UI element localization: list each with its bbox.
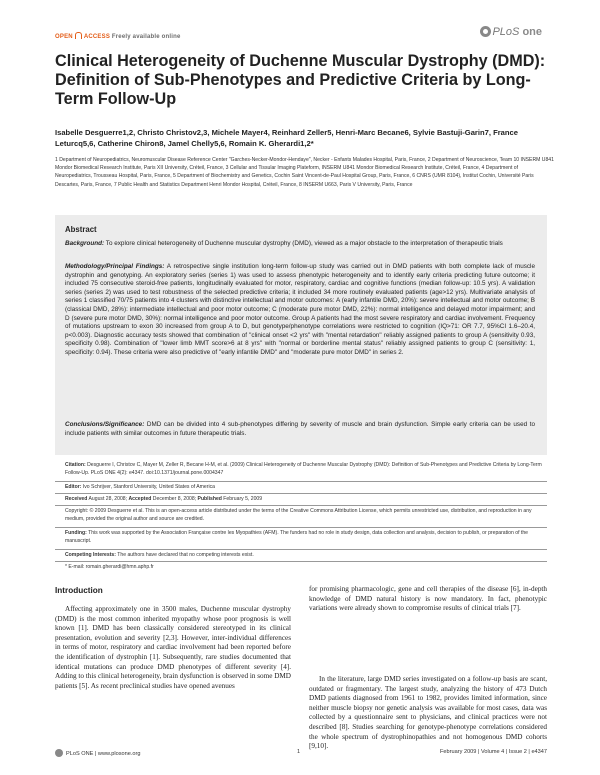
abstract-methods <box>65 263 535 358</box>
intro-right-paragraph-2: In the literature, large DMD series investigated on a follow-up basis are scant, outdated or fragmentary. The largest study, analyzing the history of 473 Dutch DMD patients diagnosed from 1961 to 1982, provides limited information, since neither muscle biopsy nor genetic analysis was available for most cases, data was collected by a questionnaire sent to physicians, and clinical practices were not described [8]. Studies searching for genotype-phenotype correlations considered the whole spectrum of dystrophinopathies and not homogenous DMD cohorts [9,10]. <box>309 675 547 751</box>
editor <box>65 484 545 492</box>
editor-text: Ivo Schrijver, Stanford University, United States of America <box>81 484 215 490</box>
background-text: To explore clinical heterogeneity of Duchenne muscular dystrophy (DMD), viewed as a major obstacle to the interpretation of therapeutic trials <box>104 240 503 247</box>
journal-logo <box>480 26 542 38</box>
competing-label: Competing Interests: <box>65 552 116 558</box>
logo-plos-text: PLoS <box>492 26 520 38</box>
accepted-label: Accepted <box>128 496 152 502</box>
abstract-conclusions <box>65 421 535 438</box>
article-title: Clinical Heterogeneity of Duchenne Muscular Dystrophy (DMD): Definition of Sub-Phenotypes and Predictive Criteria by Long-Term Follow-Up <box>55 52 546 108</box>
access-label: ACCESS <box>83 34 111 40</box>
competing-text: The authors have declared that no competing interests exist. <box>115 552 254 558</box>
freely-available-label: Freely available online <box>111 34 181 40</box>
divider <box>55 527 547 528</box>
divider <box>55 549 547 550</box>
footer-journal-text[interactable]: PLoS ONE | www.plosone.org <box>66 751 141 757</box>
editor-label: Editor: <box>65 484 82 490</box>
issue-info: February 2009 | Volume 4 | Issue 2 | e4347 <box>440 749 547 755</box>
dates <box>65 496 545 504</box>
plos-logo-icon <box>480 26 491 37</box>
plos-mini-icon <box>55 749 63 757</box>
introduction-heading: Introduction <box>55 586 103 595</box>
funding-text: This work was supported by the Association Française contre les Myopathies (AFM). The funders had no role in study design, data collection and analysis, decision to publish, or preparation of the manuscript. <box>65 530 529 544</box>
citation-text[interactable]: Desguerre I, Christov C, Mayer M, Zeller R, Becane H-M, et al. (2009) Clinical Heterogeneity of Duchenne Muscular Dystrophy (DMD): Definition of Sub-Phenotypes and Predictive Criteria by Long-Term Follow-Up. PLoS ONE 4(2): e4347. doi:10.1371/journal.pone.0004347 <box>65 462 542 476</box>
published-label: Published <box>197 496 222 502</box>
divider <box>55 481 547 482</box>
methods-label: Methodology/Principal Findings: <box>65 263 165 270</box>
accepted-date: December 8, 2008; <box>151 496 198 502</box>
footer-journal <box>55 749 141 757</box>
page-number: 1 <box>297 749 301 755</box>
open-label: OPEN <box>55 34 73 40</box>
citation <box>65 462 545 477</box>
corresponding-email[interactable]: * E-mail: romain.gherardi@hmn.aphp.fr <box>65 564 154 570</box>
abstract-background <box>65 240 535 249</box>
received-date: August 28, 2008; <box>87 496 129 502</box>
divider <box>55 561 547 562</box>
conclusions-label: Conclusions/Significance: <box>65 421 145 428</box>
divider <box>55 505 547 506</box>
author-list: Isabelle Desguerre1,2, Christo Christov2,3, Michele Mayer4, Reinhard Zeller5, Henri-Marc Becane6, Sylvie Bastuji-Garin7, France Leturcq5,6, Catherine Chiron8, Jamel Chelly5,6, Romain K. Gherardi1,2* <box>55 128 518 148</box>
page-footer <box>55 749 547 761</box>
affiliations: 1 Department of Neuropediatrics, Neuromuscular Disease Reference Center "Garches-Necker-Mondor-Hendaye", Necker - Enfants Malades Hospital, Paris, France, 2 Department of Neuroscience, Team 10 INSERM U841 Mondor Biomedical Research Institute, Paris XII University, Créteil, France, 3 Cellular and Tissular Imaging Plateform, INSERM U841 Mondor Biomedical Research Institute, Créteil, France, 4 Department of Neuropediatrics, Trousseau Hospital, Paris, France, 5 Department of Biochemistry and Genetics, Cochin Saint Vincent-de-Paul Hospital Group, Paris, France, 6 CNRS (UMR 8104), Institut Cochin, Université Paris Descartes, Paris, France, 7 Public Health and Statistics Department Henri Mondor Hospital, Créteil, France, 8 INSERM U663, Paris V University, Paris, France <box>55 157 554 188</box>
copyright: Copyright: © 2009 Desguerre et al. This is an open-access article distributed under the terms of the Creative Commons Attribution License, which permits unrestricted use, distribution, and reproduction in any medium, provided the original author and source are credited. <box>65 508 532 522</box>
published-date: February 5, 2009 <box>221 496 263 502</box>
background-label: Background: <box>65 240 105 247</box>
intro-right-paragraph-1: for promising pharmacologic, gene and cell therapies of the disease [6], in-depth knowledge of DMD natural history is now mandatory. In fact, phenotypic variations were already shown to compromise results of clinical trials [7]. <box>309 585 547 613</box>
intro-left-column: Affecting approximately one in 3500 males, Duchenne muscular dystrophy (DMD) is the most common inherited myopathy whose poor prognosis is well known [1]. DMD has been classically considered stereotyped in its clinical presentation, evolution and severity [2,3]. However, inter-individual differences in terms of motor, respiratory and cardiac involvement had been reported before the identification of dystrophin [1]. Subsequently, rare studies documented that identical mutations can produce DMD phenotypes of different severity [4]. Adding to this clinical heterogeneity, brain dysfunction is observed in some DMD patients [5]. As recent preclinical studies have opened avenues <box>55 605 291 690</box>
conclusions-text: DMD can be divided into 4 sub-phenotypes differing by severity of muscle and brain dysfunction. Simple early criteria can be used to include patients with similar outcomes in future therapeutic trials. <box>65 421 535 437</box>
abstract-heading: Abstract <box>65 225 97 234</box>
abstract-box <box>55 215 547 455</box>
methods-text: A retrospective single institution long-term follow-up study was carried out in DMD patients with both complete lack of muscle dystrophin and genotyping. An exploratory series (series 1) was used to assess phenotypic heterogeneity and to identify early criteria predicting future outcome; it included 75 consecutive steroid-free patients, longitudinally evaluated for motor, respiratory, cardiac and cognitive functions (median follow-up: 10.5 yrs). A validation series (series 2) was used to test robustness of the selected predictive criteria; it included 34 more routinely evaluated patients (age>12 yrs). Multivariate analysis of series 1 classified 70/75 patients into 4 clusters with distinctive intellectual and motor outcomes: A (early infantile DMD, 20%): severe intellectual and motor outcome; B (classical DMD, 28%): intermediate intellectual and poor motor outcome; C (moderate pure motor DMD, 22%): normal intelligence and delayed motor impairment; and D (severe pure motor DMD, 30%): normal intelligence and poor motor outcome. Group A patients had the most severe respiratory and cardiac involvement. Frequency of mutations upstream to exon 30 increased from group A to D, but genotype/phenotype correlations were restricted to cognition (IQ>71: OR 7.7, 95%CI 1.6–20.4, p<0.003). Diagnostic accuracy tests showed that combination of "clinical onset <2 yrs" with "mental retardation" reliably assigned patients to group A (sensitivity 0.93, specificity 0.98). Combination of "lower limb MMT score>6 at 8 yrs" with "normal or borderline mental status" reliably assigned patients to group C (sensitivity: 1, specificity: 0.94). These criteria were also predictive of "early infantile DMD" and "moderate pure motor DMD" in series 2. <box>65 263 535 356</box>
open-access-lock-icon <box>75 32 82 39</box>
citation-label: Citation: <box>65 462 86 468</box>
funding <box>65 530 545 545</box>
competing-interests <box>65 552 545 560</box>
logo-one-text: one <box>522 26 542 38</box>
received-label: Received <box>65 496 88 502</box>
divider <box>55 493 547 494</box>
funding-label: Funding: <box>65 530 87 536</box>
open-access-banner <box>55 32 181 40</box>
